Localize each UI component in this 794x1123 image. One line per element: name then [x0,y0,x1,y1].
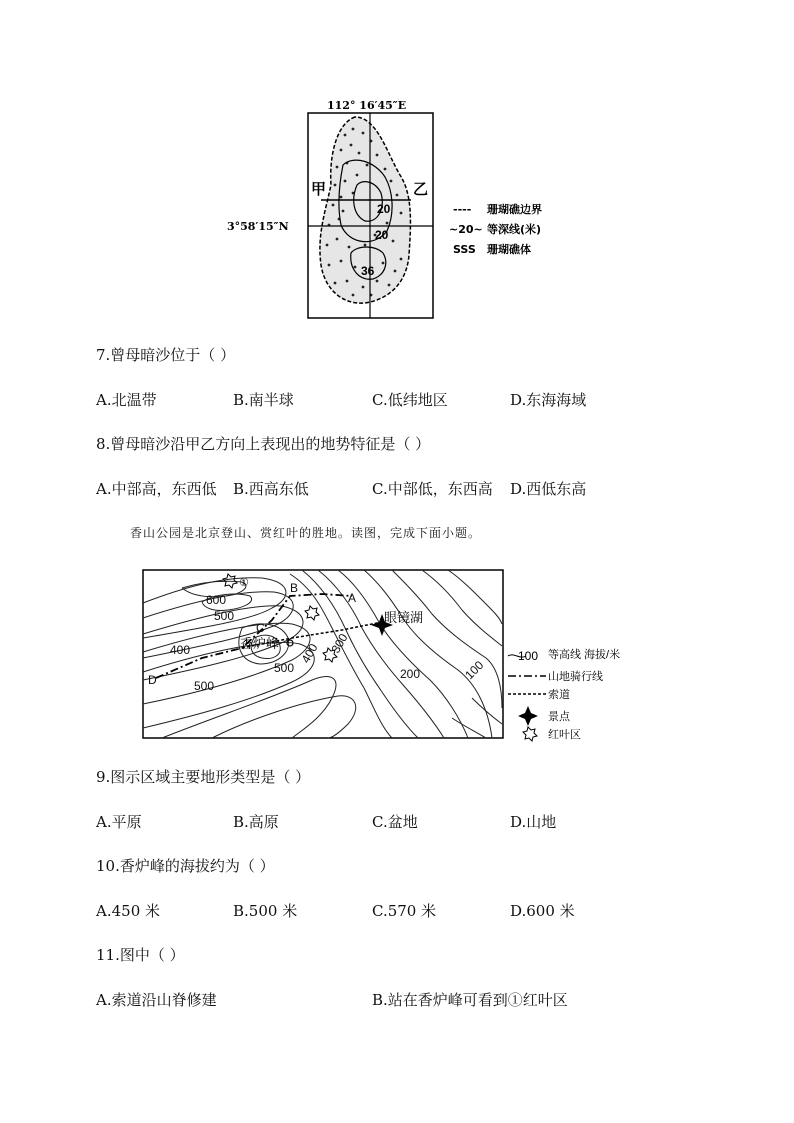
point-a-label: A [348,591,357,605]
xiangshan-contour-map [142,568,642,743]
question-9-option-b[interactable]: B.高原 [233,813,279,831]
question-11-option-b[interactable]: B.站在香炉峰可看到①红叶区 [372,991,568,1009]
legend-text-reef: 珊瑚礁体 [487,243,531,256]
question-8-stem: 8.曾母暗沙沿甲乙方向上表现出的地势特征是（ ） [96,435,431,453]
question-9-stem: 9.图示区域主要地形类型是（ ） [96,768,311,786]
question-10-stem: 10.香炉峰的海拔约为（ ） [96,857,275,875]
depth-label: 36 [361,264,375,278]
legend-red-leaf-icon [523,727,537,741]
question-8-option-c[interactable]: C.中部低，东西高 [372,480,493,498]
point-d-label: D [148,673,157,687]
reef-legend [449,202,542,256]
legend-bike-trail-text: 山地骑行线 [548,671,603,683]
question-9-option-a[interactable]: A.平原 [96,813,142,831]
contour-label: 200 [400,667,421,681]
contour-label: 600 [206,593,227,607]
legend-contour-sample: 100 [518,649,539,663]
question-8-option-a[interactable]: A.中部高，东西低 [96,480,217,498]
question-8-option-d[interactable]: D.西低东高 [510,480,587,498]
contour-label: 400 [170,643,191,657]
latitude-label: 3°58′15″N [227,220,289,233]
question-8-option-b[interactable]: B.西高东低 [233,480,309,498]
contour-label: 300 [328,631,351,656]
question-10-option-b[interactable]: B.500 米 [233,902,298,920]
peak-label: 香炉峰 [240,636,280,651]
question-10-option-a[interactable]: A.450 米 [96,902,160,920]
legend-symbol-reef: SSS [453,243,476,256]
question-11-stem: 11.图中（ ） [96,946,185,964]
legend-contour-text: 等高线 海拔/米 [548,649,621,661]
contour-map-legend [508,647,620,741]
section-intro: 香山公园是北京登山、赏红叶的胜地。读图，完成下面小题。 [130,526,482,540]
question-7-option-d[interactable]: D.东海海域 [510,391,587,409]
contour-label: 500 [274,661,295,675]
point-jia: 甲 [311,181,327,198]
longitude-label: 112° 16′45″E [327,99,407,112]
point-c-label: C [256,621,265,635]
legend-symbol-boundary: ---- [453,203,472,216]
legend-symbol-contour: ~20~ [449,223,483,236]
question-9-option-c[interactable]: C.盆地 [372,813,418,831]
point-b-label: B [290,581,299,595]
contour-label: 500 [214,609,235,623]
contour-label: 500 [194,679,215,693]
contour-label: 100 [462,658,487,683]
question-10-option-c[interactable]: C.570 米 [372,902,437,920]
legend-text-contour: 等深线(米) [487,223,542,236]
depth-label: 20 [377,202,391,216]
legend-text-boundary: 珊瑚礁边界 [487,203,542,216]
depth-label: 20 [375,228,389,242]
question-9-option-d[interactable]: D.山地 [510,813,557,831]
legend-red-leaf-text: 红叶区 [548,729,581,741]
reef-map-figure [225,95,585,320]
legend-scenic-icon [518,706,538,726]
question-7-option-a[interactable]: A.北温带 [96,391,157,409]
question-7-option-c[interactable]: C.低纬地区 [372,391,448,409]
question-11-option-a[interactable]: A.索道沿山脊修建 [96,991,217,1009]
legend-cableway-text: 索道 [548,689,570,701]
contour-label: 400 [298,641,321,666]
legend-scenic-text: 景点 [548,711,570,723]
question-7-option-b[interactable]: B.南半球 [233,391,294,409]
point-yi: 乙 [413,181,429,198]
red-leaf-area-number: ① [239,577,249,589]
question-10-option-d[interactable]: D.600 米 [510,902,575,920]
question-7-stem: 7.曾母暗沙位于（ ） [96,346,236,364]
lake-label: 眼镜湖 [384,610,424,625]
